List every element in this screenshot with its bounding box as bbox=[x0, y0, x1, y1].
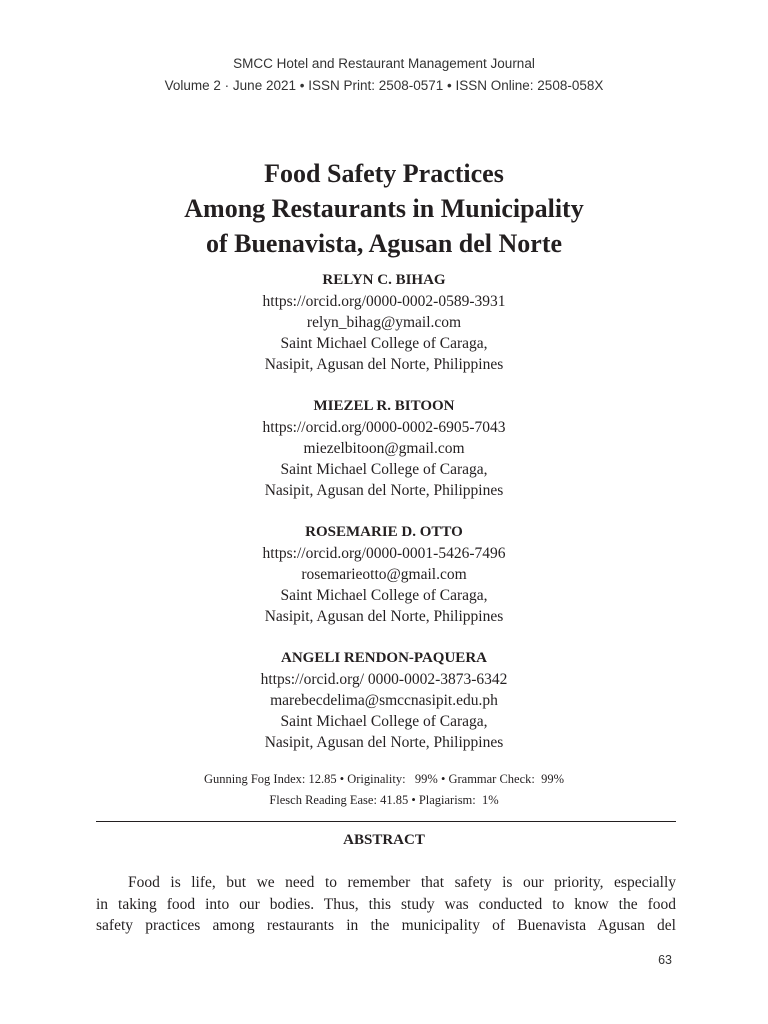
author-affiliation: Saint Michael College of Caraga, bbox=[280, 587, 488, 604]
author-location: Nasipit, Agusan del Norte, Philippines bbox=[264, 356, 504, 373]
abstract-body bbox=[96, 872, 676, 937]
author-email[interactable]: rosemarieotto@gmail.com bbox=[301, 566, 467, 583]
author-orcid[interactable]: https://orcid.org/0000-0002-0589-3931 bbox=[262, 293, 506, 310]
author-name: ANGELI RENDON-PAQUERA bbox=[281, 650, 487, 666]
author-orcid[interactable]: https://orcid.org/ 0000-0002-3873-6342 bbox=[260, 671, 508, 688]
issue-info: Volume 2 · June 2021 • ISSN Print: 2508-0571 • ISSN Online: 2508-058X bbox=[164, 78, 604, 93]
author-email[interactable]: relyn_bihag@ymail.com bbox=[306, 314, 462, 331]
title-line: of Buenavista, Agusan del Norte bbox=[205, 229, 563, 258]
author-email[interactable]: marebecdelima@smccnasipit.edu.ph bbox=[270, 692, 498, 709]
author-location: Nasipit, Agusan del Norte, Philippines bbox=[264, 482, 504, 499]
author-affiliation: Saint Michael College of Caraga, bbox=[280, 335, 488, 352]
paper-title bbox=[0, 156, 768, 261]
author-block bbox=[0, 522, 768, 627]
abstract-line: Food is life, but we need to remember that safety is our priority, especially bbox=[128, 874, 676, 891]
metrics-line: Flesch Reading Ease: 41.85 • Plagiarism: 1% bbox=[269, 793, 499, 807]
author-list bbox=[0, 270, 768, 774]
author-name: ROSEMARIE D. OTTO bbox=[305, 524, 463, 540]
section-divider bbox=[96, 821, 676, 822]
author-orcid[interactable]: https://orcid.org/0000-0002-6905-7043 bbox=[262, 419, 506, 436]
author-location: Nasipit, Agusan del Norte, Philippines bbox=[264, 734, 504, 751]
title-line: Food Safety Practices bbox=[264, 159, 504, 188]
author-block bbox=[0, 270, 768, 375]
author-location: Nasipit, Agusan del Norte, Philippines bbox=[264, 608, 504, 625]
author-affiliation: Saint Michael College of Caraga, bbox=[280, 713, 488, 730]
page-number: 63 bbox=[658, 953, 672, 967]
abstract-line: safety practices among restaurants in the municipality of Buenavista Agusan del bbox=[96, 917, 676, 934]
title-line: Among Restaurants in Municipality bbox=[184, 194, 584, 223]
author-name: RELYN C. BIHAG bbox=[322, 272, 446, 288]
author-name: MIEZEL R. BITOON bbox=[313, 398, 455, 414]
author-orcid[interactable]: https://orcid.org/0000-0001-5426-7496 bbox=[262, 545, 506, 562]
author-affiliation: Saint Michael College of Caraga, bbox=[280, 461, 488, 478]
author-block bbox=[0, 648, 768, 753]
readability-metrics bbox=[0, 769, 768, 811]
journal-header bbox=[0, 53, 768, 97]
abstract-line: in taking food into our bodies. Thus, this study was conducted to know the food bbox=[96, 895, 676, 913]
author-block bbox=[0, 396, 768, 501]
metrics-line: Gunning Fog Index: 12.85 • Originality: 99% • Grammar Check: 99% bbox=[203, 772, 565, 786]
abstract-heading: ABSTRACT bbox=[343, 832, 425, 848]
author-email[interactable]: miezelbitoon@gmail.com bbox=[303, 440, 465, 457]
journal-name: SMCC Hotel and Restaurant Management Journal bbox=[233, 56, 535, 71]
